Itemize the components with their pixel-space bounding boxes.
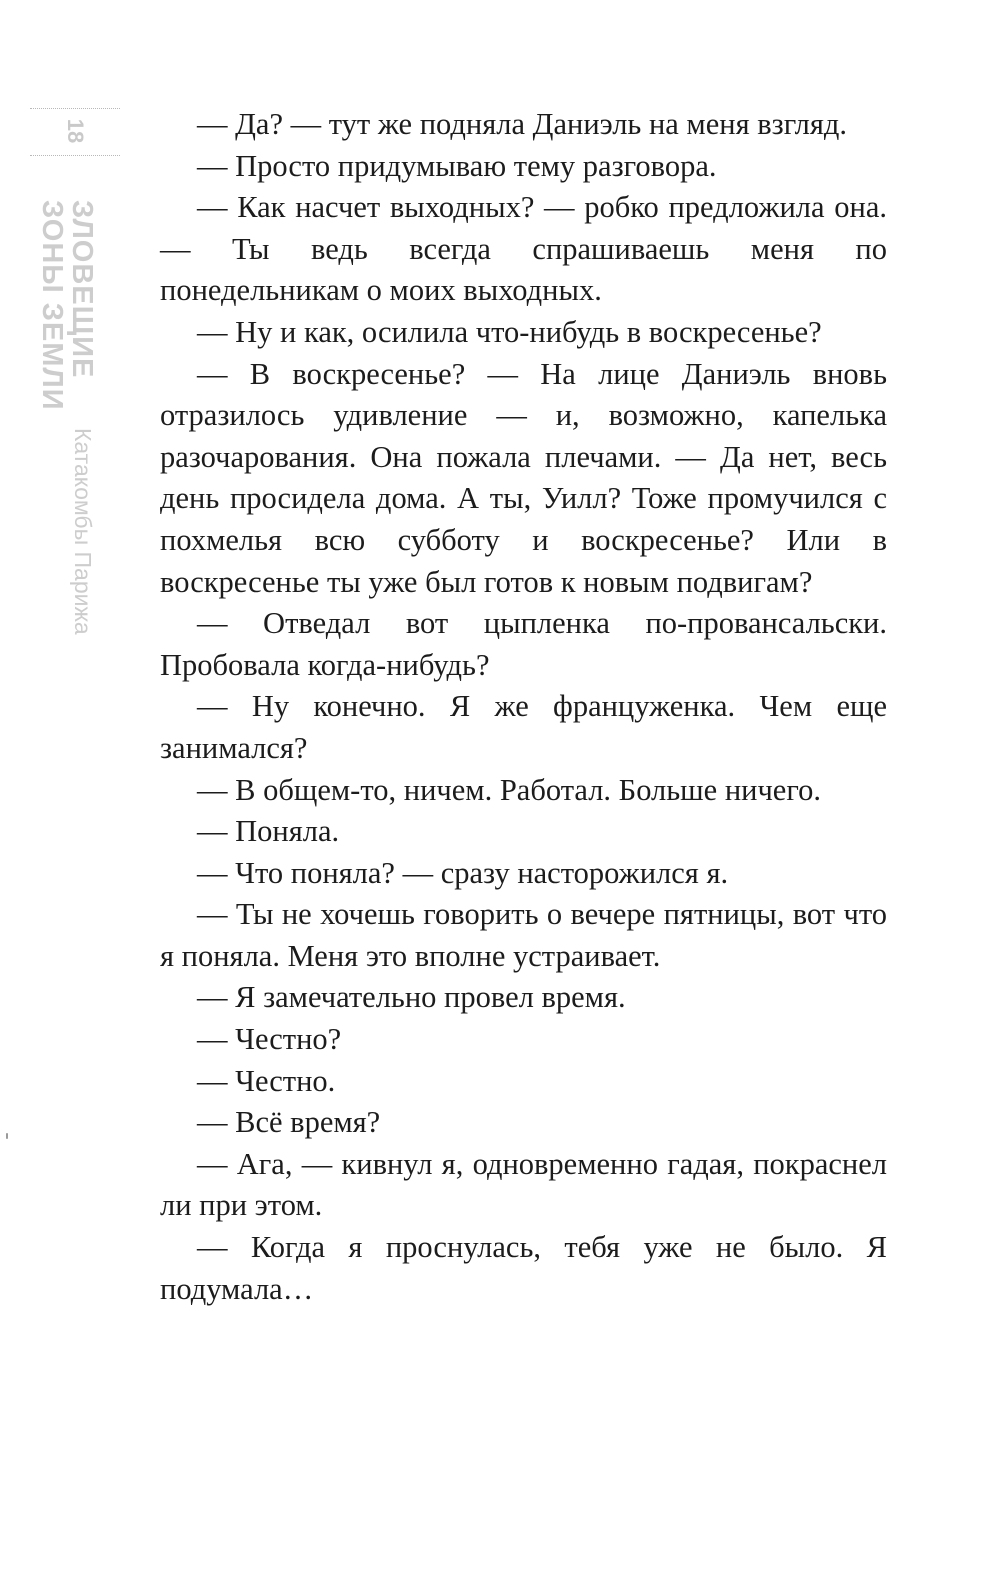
paragraph: — Что поняла? — сразу насторожился я. [197,855,729,890]
paragraph: — Как насчет выходных? — робко предложила она. — Ты ведь всегда спрашиваешь меня по понедельникам о моих выходных. [160,190,887,308]
paragraph: — Да? — тут же подняла Даниэль на меня взгляд. [197,107,848,141]
paragraph: — Я замечательно провел время. [197,980,626,1015]
paragraph: — Ты не хочешь говорить о вечере пятницы, вот что я поняла. Меня это вполне устраивает. [160,897,887,973]
paragraph: — Ну и как, осилила что-нибудь в воскресенье? [197,314,822,349]
series-title-line2: ЗОНЫ ЗЕМЛИ [36,200,68,411]
scan-speck [6,1133,8,1139]
book-subtitle: Катакомбы Парижа [70,428,96,635]
paragraph: — Отведал вот цыпленка по-провансальски. Пробовала когда-нибудь? [160,606,887,682]
page-number: 18 [63,118,88,144]
paragraph: — Ну конечно. Я же француженка. Чем еще занимался? [160,689,887,765]
series-title-line1: ЗЛОВЕЩИЕ [66,200,98,379]
paragraph: — В воскресенье? — На лице Даниэль вновь отразилось удивление — и, возможно, капелька разочарования. Она пожала плечами. — Да нет, весь день просидела дома. А ты, Уилл? Тоже промучился с похмелья всю субботу и воскресенье? Или в воскресенье ты уже был готов к новым подвигам? [160,356,887,599]
paragraph: — Всё время? [197,1105,381,1140]
margin-rule-top [30,108,120,109]
body-text [160,104,887,1310]
paragraph: — Честно? [197,1022,342,1057]
paragraph: — Просто придумываю тему разговора. [197,148,717,183]
paragraph: — Поняла. [197,814,340,849]
margin-rule-bottom [30,155,120,156]
paragraph: — Честно. [197,1063,336,1098]
paragraph: — Когда я проснулась, тебя уже не было. Я подумала… [160,1230,887,1306]
paragraph: — В общем-то, ничем. Работал. Больше ничего. [197,772,821,807]
paragraph: — Ага, — кивнул я, одновременно гадая, покраснел ли при этом. [160,1146,887,1223]
